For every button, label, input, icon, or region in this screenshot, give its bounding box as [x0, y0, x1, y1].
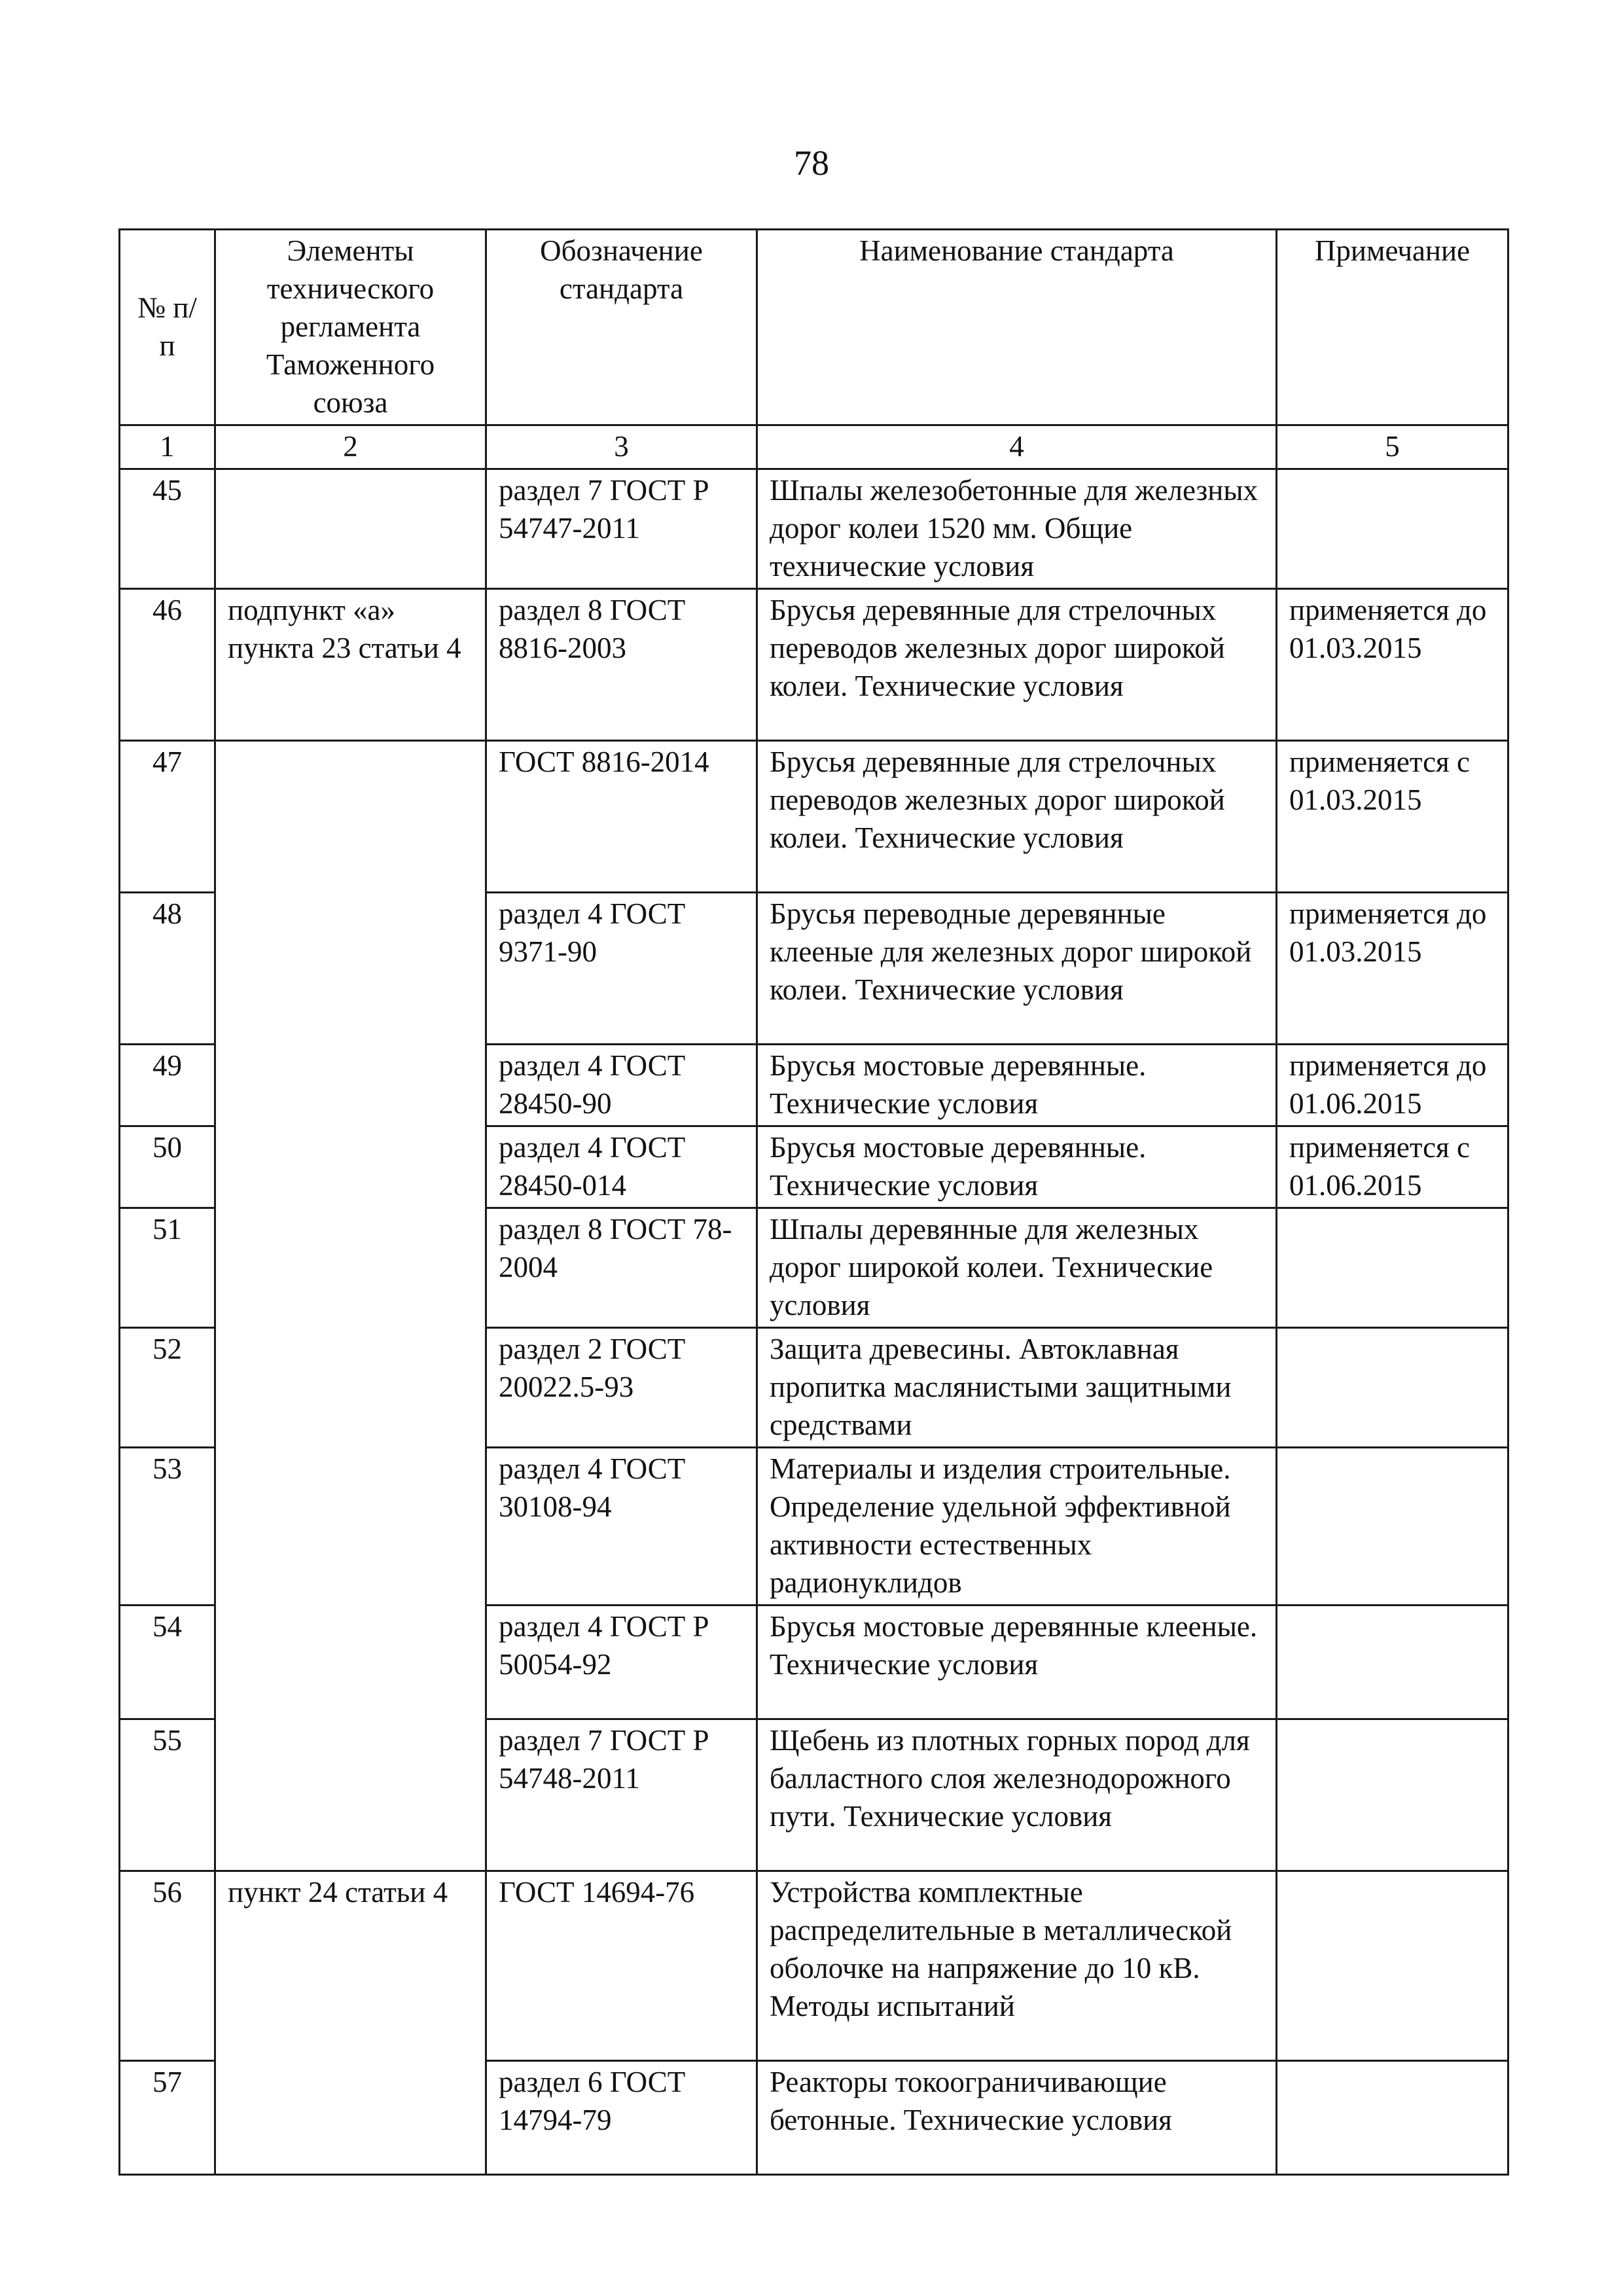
row-designation: раздел 7 ГОСТ Р 54748-2011 — [486, 1719, 757, 1871]
column-index: 1 — [120, 425, 215, 469]
header-designation-label: Обозначение стандарта — [540, 234, 703, 305]
row-designation: раздел 4 ГОСТ 9371-90 — [486, 893, 757, 1045]
row-designation: ГОСТ 14694-76 — [486, 1871, 757, 2061]
row-designation: раздел 8 ГОСТ 78-2004 — [486, 1208, 757, 1328]
row-note — [1277, 1871, 1508, 2061]
table-row — [120, 1871, 1508, 2061]
row-designation: ГОСТ 8816-2014 — [486, 741, 757, 893]
row-number: 45 — [120, 469, 215, 589]
row-note: применяется до 01.06.2015 — [1277, 1045, 1508, 1126]
row-number: 46 — [120, 589, 215, 741]
header-name-label: Наименование стандарта — [859, 234, 1174, 267]
row-designation: раздел 4 ГОСТ 28450-90 — [486, 1045, 757, 1126]
row-designation: раздел 6 ГОСТ 14794-79 — [486, 2061, 757, 2175]
column-index: 3 — [486, 425, 757, 469]
row-note — [1277, 1208, 1508, 1328]
table-row — [120, 741, 1508, 893]
header-num — [120, 230, 215, 425]
row-designation: раздел 4 ГОСТ 28450-014 — [486, 1126, 757, 1208]
header-note-label: Примечание — [1314, 234, 1471, 267]
row-note — [1277, 1605, 1508, 1719]
row-number: 48 — [120, 893, 215, 1045]
row-note: применяется до 01.03.2015 — [1277, 589, 1508, 741]
row-number: 53 — [120, 1448, 215, 1605]
row-designation: раздел 7 ГОСТ Р 54747-2011 — [486, 469, 757, 589]
column-index-row — [120, 425, 1508, 469]
row-standard-name: Брусья мостовые деревянные. Технические условия — [757, 1045, 1277, 1126]
table-row — [120, 469, 1508, 589]
row-number: 51 — [120, 1208, 215, 1328]
page-number: 78 — [794, 143, 829, 183]
row-designation: раздел 4 ГОСТ Р 50054-92 — [486, 1605, 757, 1719]
row-element: подпункт «а» пункта 23 статьи 4 — [215, 589, 486, 741]
row-element-merged — [215, 741, 486, 1871]
row-standard-name: Брусья переводные деревянные клееные для железных дорог широкой колеи. Технические условия — [757, 893, 1277, 1045]
row-designation: раздел 8 ГОСТ 8816-2003 — [486, 589, 757, 741]
row-standard-name: Шпалы деревянные для железных дорог широкой колеи. Технические условия — [757, 1208, 1277, 1328]
row-number: 57 — [120, 2061, 215, 2175]
header-num-label: № п/п — [137, 291, 197, 362]
row-note — [1277, 469, 1508, 589]
row-note — [1277, 1448, 1508, 1605]
row-standard-name: Устройства комплектные распределительные в металлической оболочке на напряжение до 10 кВ. Методы испытаний — [757, 1871, 1277, 2061]
row-number: 52 — [120, 1328, 215, 1448]
row-standard-name: Щебень из плотных горных пород для балластного слоя железнодорожного пути. Технические условия — [757, 1719, 1277, 1871]
row-standard-name: Брусья мостовые деревянные клееные. Технические условия — [757, 1605, 1277, 1719]
header-designation — [486, 230, 757, 425]
column-index: 4 — [757, 425, 1277, 469]
row-standard-name: Брусья деревянные для стрелочных переводов железных дорог широкой колеи. Технические условия — [757, 741, 1277, 893]
table-header-row — [120, 230, 1508, 425]
table-row — [120, 589, 1508, 741]
header-elements-label: Элементы технического регламента Таможенного союза — [266, 234, 435, 419]
row-designation: раздел 4 ГОСТ 30108-94 — [486, 1448, 757, 1605]
row-number: 55 — [120, 1719, 215, 1871]
row-standard-name: Брусья мостовые деревянные. Технические условия — [757, 1126, 1277, 1208]
header-name — [757, 230, 1277, 425]
row-standard-name: Материалы и изделия строительные. Определение удельной эффективной активности естественных радионуклидов — [757, 1448, 1277, 1605]
row-note — [1277, 1719, 1508, 1871]
row-standard-name: Брусья деревянные для стрелочных переводов железных дорог широкой колеи. Технические условия — [757, 589, 1277, 741]
row-standard-name: Шпалы железобетонные для железных дорог колеи 1520 мм. Общие технические условия — [757, 469, 1277, 589]
row-designation: раздел 2 ГОСТ 20022.5-93 — [486, 1328, 757, 1448]
row-number: 54 — [120, 1605, 215, 1719]
column-index: 5 — [1277, 425, 1508, 469]
standards-table — [118, 228, 1509, 2176]
row-number: 56 — [120, 1871, 215, 2061]
row-element — [215, 469, 486, 589]
row-element: пункт 24 статьи 4 — [215, 1871, 486, 2175]
column-index: 2 — [215, 425, 486, 469]
header-note — [1277, 230, 1508, 425]
row-note: применяется с 01.03.2015 — [1277, 741, 1508, 893]
row-note: применяется до 01.03.2015 — [1277, 893, 1508, 1045]
row-note: применяется с 01.06.2015 — [1277, 1126, 1508, 1208]
row-standard-name: Реакторы токоограничивающие бетонные. Технические условия — [757, 2061, 1277, 2175]
row-note — [1277, 1328, 1508, 1448]
header-elements — [215, 230, 486, 425]
row-number: 47 — [120, 741, 215, 893]
row-standard-name: Защита древесины. Автоклавная пропитка маслянистыми защитными средствами — [757, 1328, 1277, 1448]
row-number: 49 — [120, 1045, 215, 1126]
row-number: 50 — [120, 1126, 215, 1208]
row-note — [1277, 2061, 1508, 2175]
